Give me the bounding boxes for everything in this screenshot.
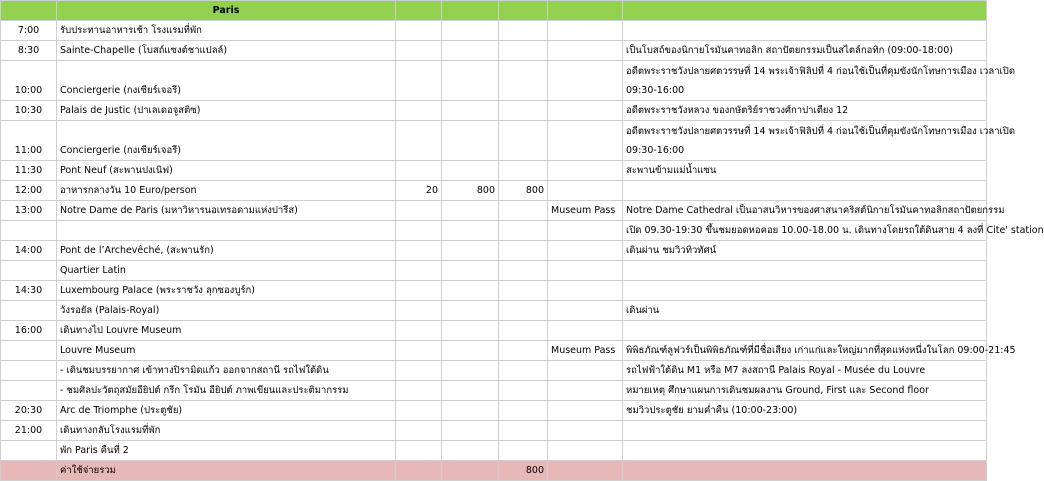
- table-row: [1, 301, 987, 321]
- note-cell[interactable]: [623, 61, 1015, 101]
- activity-cell[interactable]: Pont Neuf (สะพานปงเนิฟ): [57, 161, 396, 181]
- header-row: [1, 1, 987, 21]
- pass-cell[interactable]: [548, 241, 623, 261]
- note-cell[interactable]: อดีตพระราชวังหลวง ของกษัตริย์ราชวงศ์กาปาเตียง 12: [623, 101, 987, 121]
- price-cell[interactable]: [442, 241, 499, 261]
- note-cell[interactable]: [623, 421, 987, 441]
- price-cell[interactable]: [442, 61, 499, 101]
- pass-cell[interactable]: [548, 221, 623, 241]
- total-price-cell[interactable]: [442, 461, 499, 481]
- note-cell[interactable]: [623, 281, 987, 301]
- price-cell[interactable]: [442, 21, 499, 41]
- quantity-cell[interactable]: [396, 321, 442, 341]
- cost-cell[interactable]: [499, 321, 548, 341]
- pass-cell[interactable]: [548, 421, 623, 441]
- activity-cell[interactable]: เดินทางกลับโรงแรมที่พัก: [57, 421, 396, 441]
- cost-cell[interactable]: [499, 41, 548, 61]
- price-cell[interactable]: [442, 261, 499, 281]
- activity-cell[interactable]: Arc de Triomphe (ประตูชัย): [57, 401, 396, 421]
- table-row: [1, 321, 987, 341]
- activity-cell[interactable]: Notre Dame de Paris (มหาวิหารนอเทรอดามแห่งปารีส): [57, 201, 396, 221]
- table-row: [1, 361, 987, 381]
- cost-cell[interactable]: [499, 61, 548, 101]
- activity-cell[interactable]: Sainte-Chapelle (โบสถ์แซงต์ชาแปลล์): [57, 41, 396, 61]
- cost-cell[interactable]: [499, 301, 548, 321]
- time-cell[interactable]: [1, 361, 57, 381]
- table-row: [1, 261, 987, 281]
- price-cell[interactable]: [442, 281, 499, 301]
- pass-cell[interactable]: [548, 181, 623, 201]
- cost-cell[interactable]: [499, 261, 548, 281]
- note-cell[interactable]: Notre Dame Cathedral เป็นอาสนวิหารของศาสนาคริสต์นิกายโรมันคาทอลิกสถาปัตยกรรม: [623, 201, 987, 221]
- quantity-cell[interactable]: [396, 201, 442, 221]
- note-line: 09:30-16:00: [626, 145, 685, 156]
- cost-cell[interactable]: [499, 241, 548, 261]
- note-cell[interactable]: รถไฟฟ้าใต้ดิน M1 หรือ M7 ลงสถานี Palais Royal - Musée du Louvre: [623, 361, 987, 381]
- note-cell[interactable]: พิพิธภัณฑ์ลูฟวร์เป็นพิพิธภัณฑ์ที่มีชื่อเสียง เก่าแก่และใหญ่มากที่สุดแห่งหนึ่งในโลก 09:00-21:45: [623, 341, 987, 361]
- activity-cell[interactable]: รับประทานอาหารเช้า โรงแรมที่พัก: [57, 21, 396, 41]
- time-cell[interactable]: 20:30: [1, 401, 57, 421]
- header-cell-title[interactable]: Paris: [57, 1, 396, 21]
- header-cell[interactable]: [548, 1, 623, 21]
- pass-cell[interactable]: [548, 161, 623, 181]
- price-cell[interactable]: [442, 41, 499, 61]
- pass-cell[interactable]: [548, 281, 623, 301]
- cost-cell[interactable]: [499, 201, 548, 221]
- cost-cell[interactable]: [499, 221, 548, 241]
- time-cell[interactable]: 11:00: [1, 121, 57, 161]
- note-line: อดีตพระราชวังปลายศตวรรษที่ 14 พระเจ้าฟิลิปที่ 4 ก่อนใช้เป็นที่คุมขังนักโทษการเมือง เวลาเปิด: [626, 126, 1015, 137]
- note-cell[interactable]: เดินผ่าน: [623, 301, 987, 321]
- time-cell[interactable]: 21:00: [1, 421, 57, 441]
- note-cell[interactable]: เดินผ่าน ชมวิวทิวทัศน์: [623, 241, 987, 261]
- pass-cell[interactable]: Museum Pass: [548, 341, 623, 361]
- time-cell[interactable]: 14:00: [1, 241, 57, 261]
- activity-cell[interactable]: วังรอยัล (Palais-Royal): [57, 301, 396, 321]
- cost-cell[interactable]: [499, 341, 548, 361]
- activity-cell[interactable]: [57, 221, 396, 241]
- note-cell[interactable]: เปิด 09.30-19:30 ขึ้นชมยอดหอคอย 10.00-18.00 น. เดินทางโดยรถใต้ดินสาย 4 ลงที่ Cite' station: [623, 221, 987, 241]
- quantity-cell[interactable]: 20: [396, 181, 442, 201]
- quantity-cell[interactable]: [396, 301, 442, 321]
- table-row: [1, 161, 987, 181]
- cost-cell[interactable]: [499, 101, 548, 121]
- table-row: [1, 281, 987, 301]
- table-row: [1, 381, 987, 401]
- table-row: [1, 21, 987, 41]
- activity-cell[interactable]: Louvre Museum: [57, 341, 396, 361]
- pass-cell[interactable]: [548, 301, 623, 321]
- cost-cell[interactable]: [499, 361, 548, 381]
- quantity-cell[interactable]: [396, 261, 442, 281]
- quantity-cell[interactable]: [396, 381, 442, 401]
- time-cell[interactable]: 16:00: [1, 321, 57, 341]
- quantity-cell[interactable]: [396, 41, 442, 61]
- pass-cell[interactable]: [548, 441, 623, 461]
- table-row: [1, 121, 987, 161]
- price-cell[interactable]: [442, 301, 499, 321]
- pass-cell[interactable]: [548, 401, 623, 421]
- total-qty-cell[interactable]: [396, 461, 442, 481]
- quantity-cell[interactable]: [396, 441, 442, 461]
- note-cell[interactable]: ชมวิวประตูชัย ยามค่ำคืน (10:00-23:00): [623, 401, 987, 421]
- price-cell[interactable]: [442, 381, 499, 401]
- time-cell[interactable]: 13:00: [1, 201, 57, 221]
- table-row: [1, 441, 987, 461]
- pass-cell[interactable]: [548, 41, 623, 61]
- activity-cell[interactable]: Pont de l’Archevêché, (สะพานรัก): [57, 241, 396, 261]
- quantity-cell[interactable]: [396, 101, 442, 121]
- price-cell[interactable]: [442, 421, 499, 441]
- quantity-cell[interactable]: [396, 361, 442, 381]
- activity-cell[interactable]: Luxembourg Palace (พระราชวัง ลุกซองบูร์ก): [57, 281, 396, 301]
- quantity-cell[interactable]: [396, 61, 442, 101]
- time-cell[interactable]: 10:00: [1, 61, 57, 101]
- price-cell[interactable]: [442, 121, 499, 161]
- quantity-cell[interactable]: [396, 21, 442, 41]
- cost-cell[interactable]: [499, 421, 548, 441]
- total-cost-cell[interactable]: 800: [499, 461, 548, 481]
- time-cell[interactable]: [1, 261, 57, 281]
- note-cell[interactable]: [623, 441, 987, 461]
- quantity-cell[interactable]: [396, 421, 442, 441]
- quantity-cell[interactable]: [396, 341, 442, 361]
- activity-cell[interactable]: Quartier Latin: [57, 261, 396, 281]
- activity-cell[interactable]: - เดินชมบรรยากาศ เข้าทางปิรามิดแก้ว ออกจากสถานี รถไฟใต้ดิน: [57, 361, 396, 381]
- price-cell[interactable]: [442, 441, 499, 461]
- table-row: [1, 341, 987, 361]
- quantity-cell[interactable]: [396, 221, 442, 241]
- header-cell[interactable]: [442, 1, 499, 21]
- cost-cell[interactable]: [499, 21, 548, 41]
- time-cell[interactable]: [1, 381, 57, 401]
- table-row: [1, 401, 987, 421]
- price-cell[interactable]: [442, 101, 499, 121]
- time-cell[interactable]: 7:00: [1, 21, 57, 41]
- activity-cell[interactable]: พัก Paris คืนที่ 2: [57, 441, 396, 461]
- table-row: [1, 41, 987, 61]
- quantity-cell[interactable]: [396, 241, 442, 261]
- note-cell[interactable]: หมายเหตุ ศึกษาแผนการเดินชมผลงาน Ground, First และ Second floor: [623, 381, 987, 401]
- table-row: [1, 421, 987, 441]
- cost-cell[interactable]: 800: [499, 181, 548, 201]
- note-cell[interactable]: [623, 121, 1015, 161]
- header-cell[interactable]: [396, 1, 442, 21]
- activity-cell[interactable]: เดินทางไป Louvre Museum: [57, 321, 396, 341]
- note-cell[interactable]: สะพานข้ามแม่น้ำแซน: [623, 161, 987, 181]
- cost-cell[interactable]: [499, 121, 548, 161]
- pass-cell[interactable]: [548, 321, 623, 341]
- note-cell[interactable]: เป็นโบสถ์ของนิกายโรมันคาทอลิก สถาปัตยกรรมเป็นสไตล์กอทิก (09:00-18:00): [623, 41, 987, 61]
- price-cell[interactable]: [442, 221, 499, 241]
- total-pass-cell[interactable]: [548, 461, 623, 481]
- activity-cell[interactable]: Conciergerie (กงเซียร์เจอรี): [57, 61, 396, 101]
- quantity-cell[interactable]: [396, 161, 442, 181]
- activity-cell[interactable]: อาหารกลางวัน 10 Euro/person: [57, 181, 396, 201]
- table-row: [1, 181, 987, 201]
- pass-cell[interactable]: [548, 61, 623, 101]
- pass-cell[interactable]: [548, 381, 623, 401]
- table-row: [1, 201, 987, 221]
- pass-cell[interactable]: [548, 261, 623, 281]
- cost-cell[interactable]: [499, 401, 548, 421]
- total-time-cell[interactable]: [1, 461, 57, 481]
- price-cell[interactable]: [442, 401, 499, 421]
- time-cell[interactable]: [1, 301, 57, 321]
- price-cell[interactable]: [442, 361, 499, 381]
- cost-cell[interactable]: [499, 161, 548, 181]
- table-row: [1, 101, 987, 121]
- price-cell[interactable]: 800: [442, 181, 499, 201]
- price-cell[interactable]: [442, 161, 499, 181]
- pass-cell[interactable]: [548, 121, 623, 161]
- total-row: [1, 461, 987, 481]
- pass-cell[interactable]: [548, 361, 623, 381]
- note-cell[interactable]: [623, 321, 987, 341]
- quantity-cell[interactable]: [396, 121, 442, 161]
- note-cell[interactable]: [623, 181, 987, 201]
- note-line: 09:30-16:00: [626, 85, 685, 96]
- header-cell-time[interactable]: [1, 1, 57, 21]
- quantity-cell[interactable]: [396, 281, 442, 301]
- activity-cell[interactable]: Conciergerie (กงเซียร์เจอรี): [57, 121, 396, 161]
- activity-cell[interactable]: Palais de Justic (ปาเลเดอจูสติซ): [57, 101, 396, 121]
- time-cell[interactable]: 11:30: [1, 161, 57, 181]
- cost-cell[interactable]: [499, 281, 548, 301]
- header-cell[interactable]: [499, 1, 548, 21]
- note-cell[interactable]: [623, 261, 987, 281]
- quantity-cell[interactable]: [396, 401, 442, 421]
- time-cell[interactable]: [1, 341, 57, 361]
- pass-cell[interactable]: [548, 21, 623, 41]
- total-note-cell[interactable]: [623, 461, 987, 481]
- time-cell[interactable]: 8:30: [1, 41, 57, 61]
- total-label-cell[interactable]: ค่าใช้จ่ายรวม: [57, 461, 396, 481]
- table-row: [1, 61, 987, 101]
- header-cell[interactable]: [623, 1, 987, 21]
- note-line: อดีตพระราชวังปลายศตวรรษที่ 14 พระเจ้าฟิลิปที่ 4 ก่อนใช้เป็นที่คุมขังนักโทษการเมือง เวลาเปิด: [626, 66, 1015, 77]
- time-cell[interactable]: [1, 441, 57, 461]
- activity-cell[interactable]: - ชมศิลปะวัตถุสมัยอียิปต์ กรีก โรมัน อียิปต์ ภาพเขียนและประติมากรรม: [57, 381, 396, 401]
- pass-cell[interactable]: [548, 101, 623, 121]
- table-row: [1, 221, 987, 241]
- cost-cell[interactable]: [499, 381, 548, 401]
- time-cell[interactable]: 10:30: [1, 101, 57, 121]
- price-cell[interactable]: [442, 341, 499, 361]
- time-cell[interactable]: [1, 221, 57, 241]
- note-cell[interactable]: [623, 21, 987, 41]
- pass-cell[interactable]: Museum Pass: [548, 201, 623, 221]
- time-cell[interactable]: 12:00: [1, 181, 57, 201]
- cost-cell[interactable]: [499, 441, 548, 461]
- price-cell[interactable]: [442, 321, 499, 341]
- time-cell[interactable]: 14:30: [1, 281, 57, 301]
- price-cell[interactable]: [442, 201, 499, 221]
- table-row: [1, 241, 987, 261]
